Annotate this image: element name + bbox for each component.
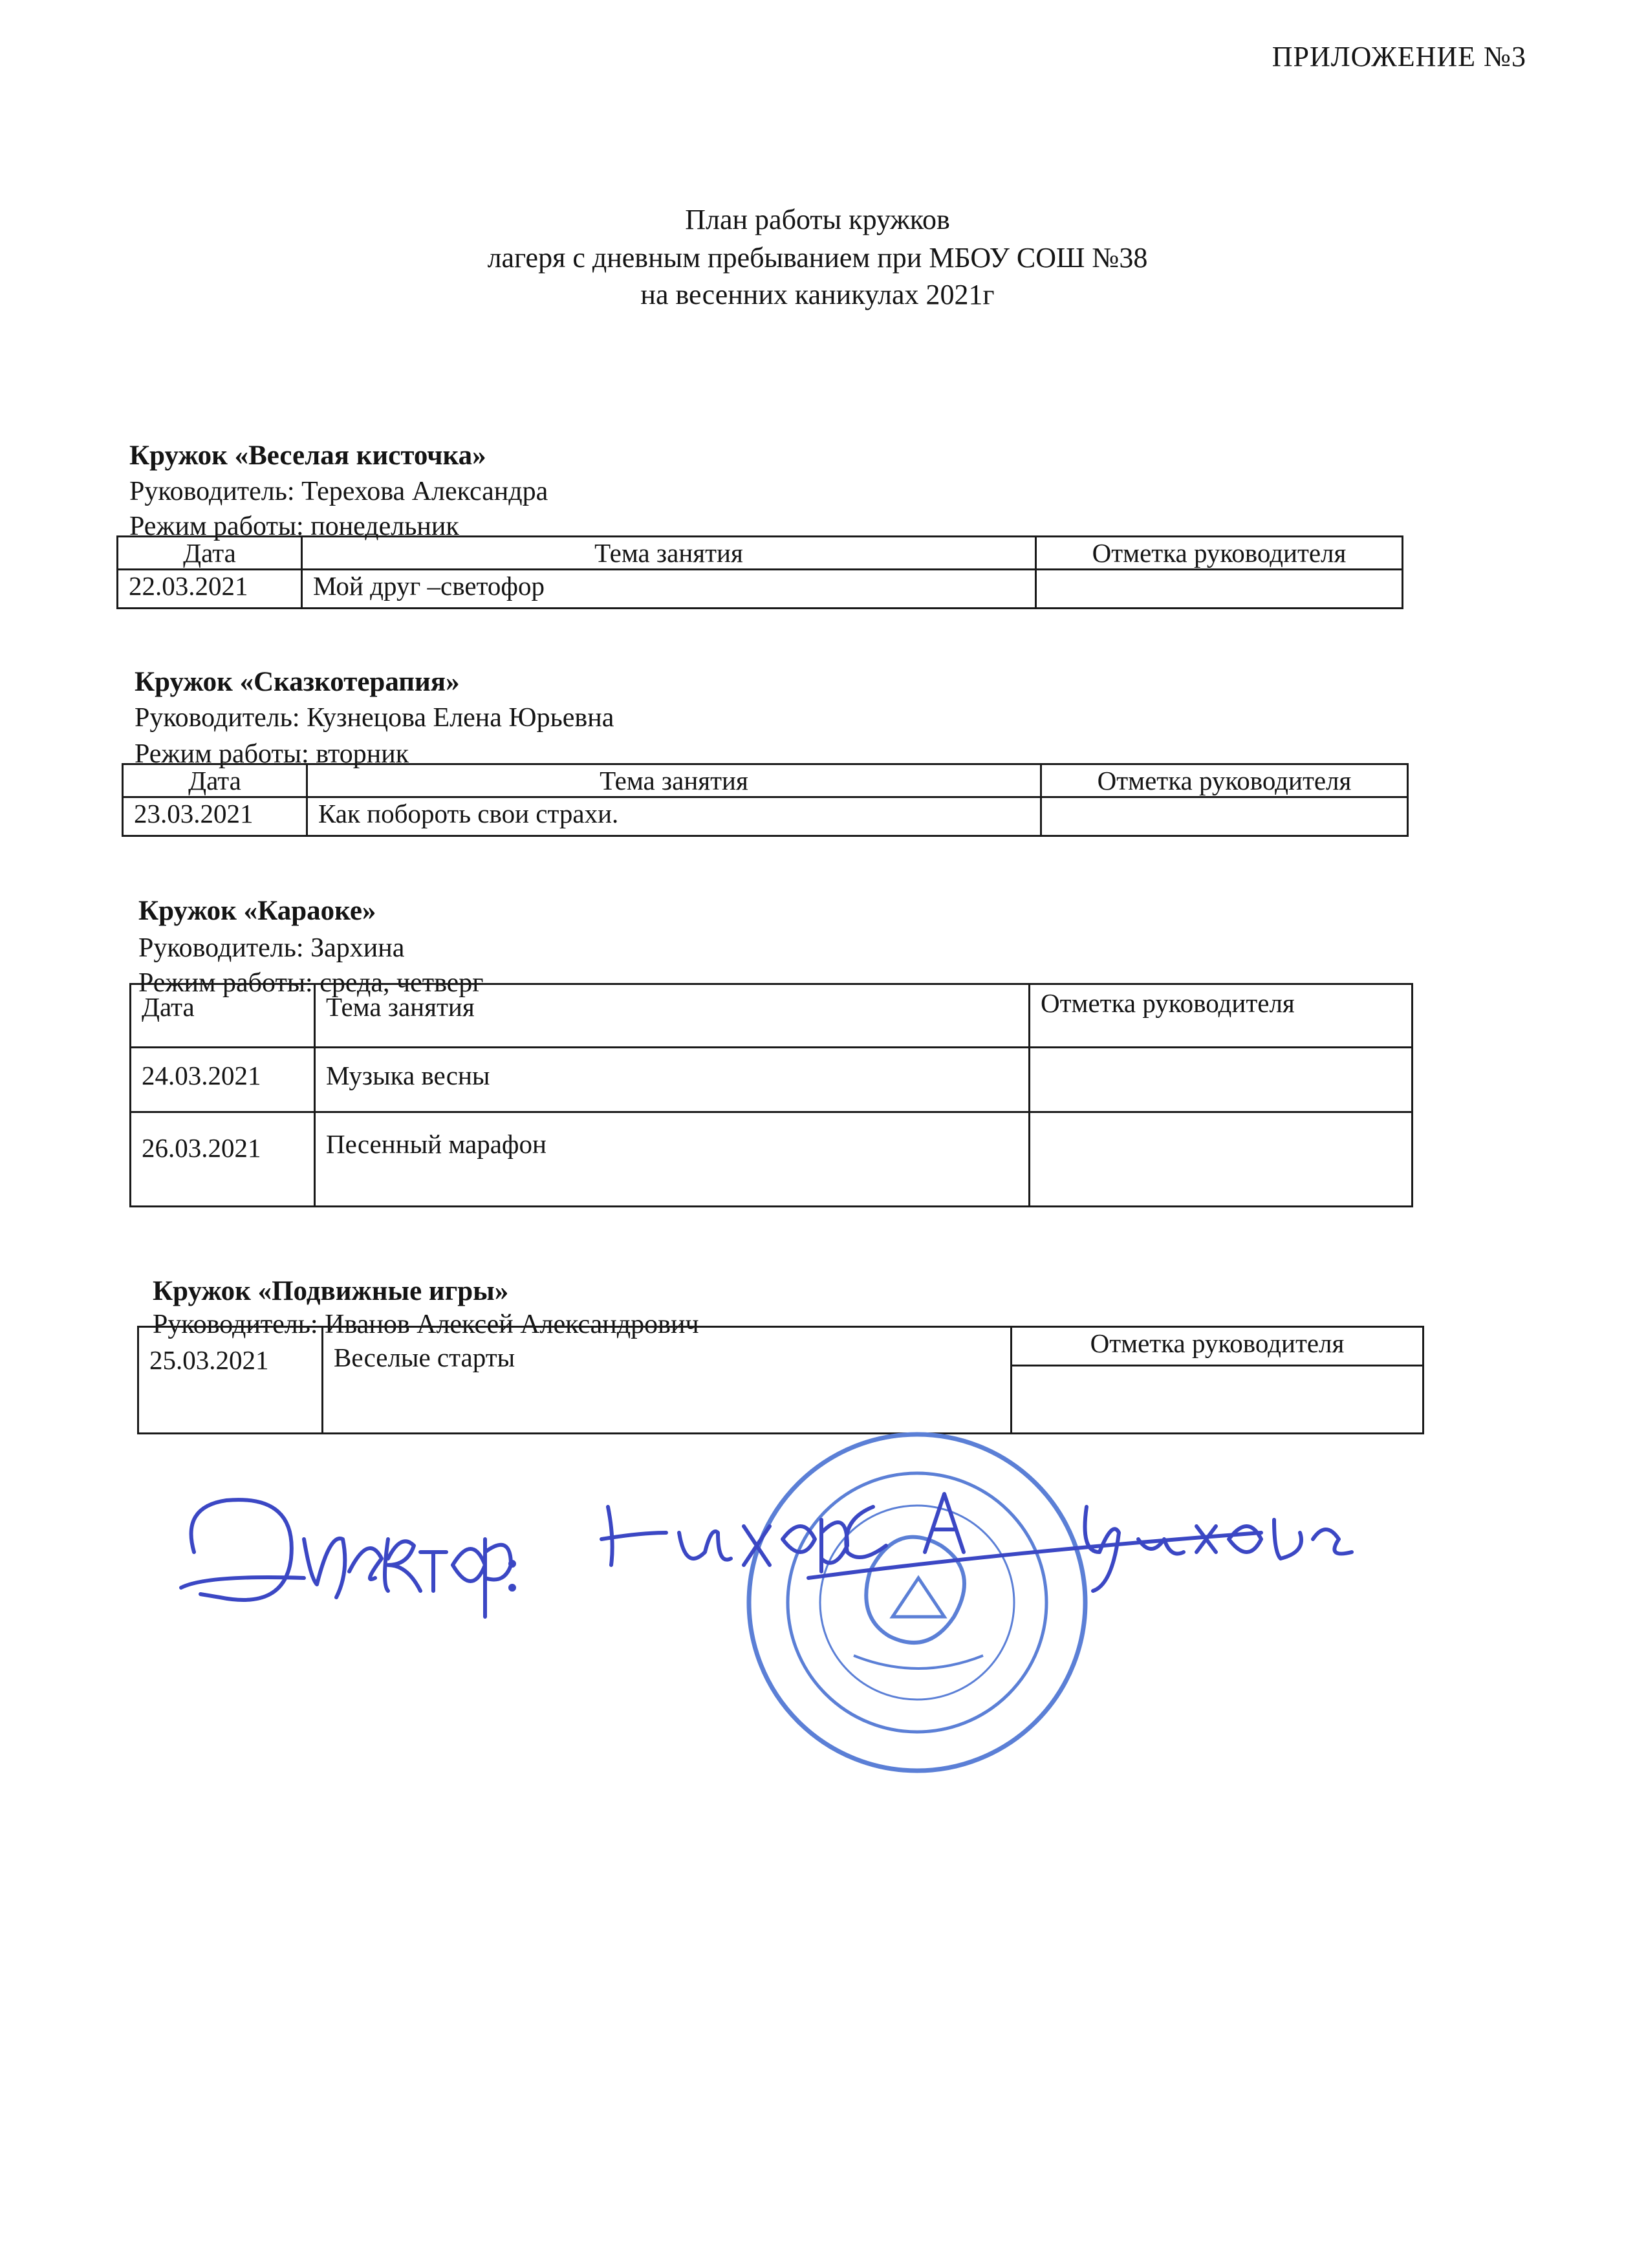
circle-2-leader: Руководитель: Кузнецова Елена Юрьевна (135, 703, 614, 733)
row-date: 25.03.2021 (138, 1327, 323, 1434)
circle-3-title: Кружок «Караоке» (138, 896, 376, 926)
handwriting-director (181, 1500, 514, 1617)
row-topic: Музыка весны (315, 1048, 1030, 1112)
row-date: 23.03.2021 (123, 797, 307, 836)
handwritten-signature (601, 1494, 1352, 1591)
circle-2-title: Кружок «Сказкотерапия» (135, 667, 460, 697)
circle-2-schedule: Режим работы: вторник (135, 739, 409, 769)
column-header-mark: Отметка руководителя (1030, 984, 1413, 1048)
circle-1-schedule: Режим работы: понедельник (129, 512, 459, 541)
row-topic: Как побороть свои страхи. (307, 797, 1041, 836)
circle-3-leader: Руководитель: Зархина (138, 933, 405, 963)
row-date: 24.03.2021 (131, 1048, 315, 1112)
round-stamp (749, 1434, 1085, 1771)
column-header-topic: Тема занятия (302, 537, 1036, 570)
row-date: 22.03.2021 (118, 570, 302, 609)
title-line-3: на весенних каникулах 2021г (640, 279, 995, 310)
circle-4-title: Кружок «Подвижные игры» (153, 1276, 509, 1306)
column-header-mark: Отметка руководителя (1036, 537, 1403, 570)
column-header-mark: Отметка руководителя (1012, 1327, 1424, 1366)
column-header-date: Дата (131, 984, 315, 1048)
row-topic: Веселые старты (323, 1327, 1012, 1434)
row-date: 26.03.2021 (131, 1112, 315, 1207)
circle-4-leader: Руководитель: Иванов Алексей Александрович (153, 1310, 699, 1339)
circle-3-schedule: Режим работы: среда, четверг (138, 968, 484, 998)
circle-1-leader: Руководитель: Терехова Александра (129, 477, 548, 506)
column-header-mark: Отметка руководителя (1041, 764, 1408, 797)
title-line-2: лагеря с дневным пребыванием при МБОУ СОШ №38 (487, 242, 1148, 274)
row-topic: Мой друг –светофор (302, 570, 1036, 609)
column-header-topic: Тема занятия (307, 764, 1041, 797)
column-header-date: Дата (123, 764, 307, 797)
column-header-topic: Тема занятия (315, 984, 1030, 1048)
circle-1-title: Кружок «Веселая кисточка» (129, 440, 486, 471)
title-line-1: План работы кружков (685, 204, 950, 235)
row-topic: Песенный марафон (315, 1112, 1030, 1207)
column-header-date: Дата (118, 537, 302, 570)
appendix-label: ПРИЛОЖЕНИЕ №3 (1272, 41, 1526, 72)
